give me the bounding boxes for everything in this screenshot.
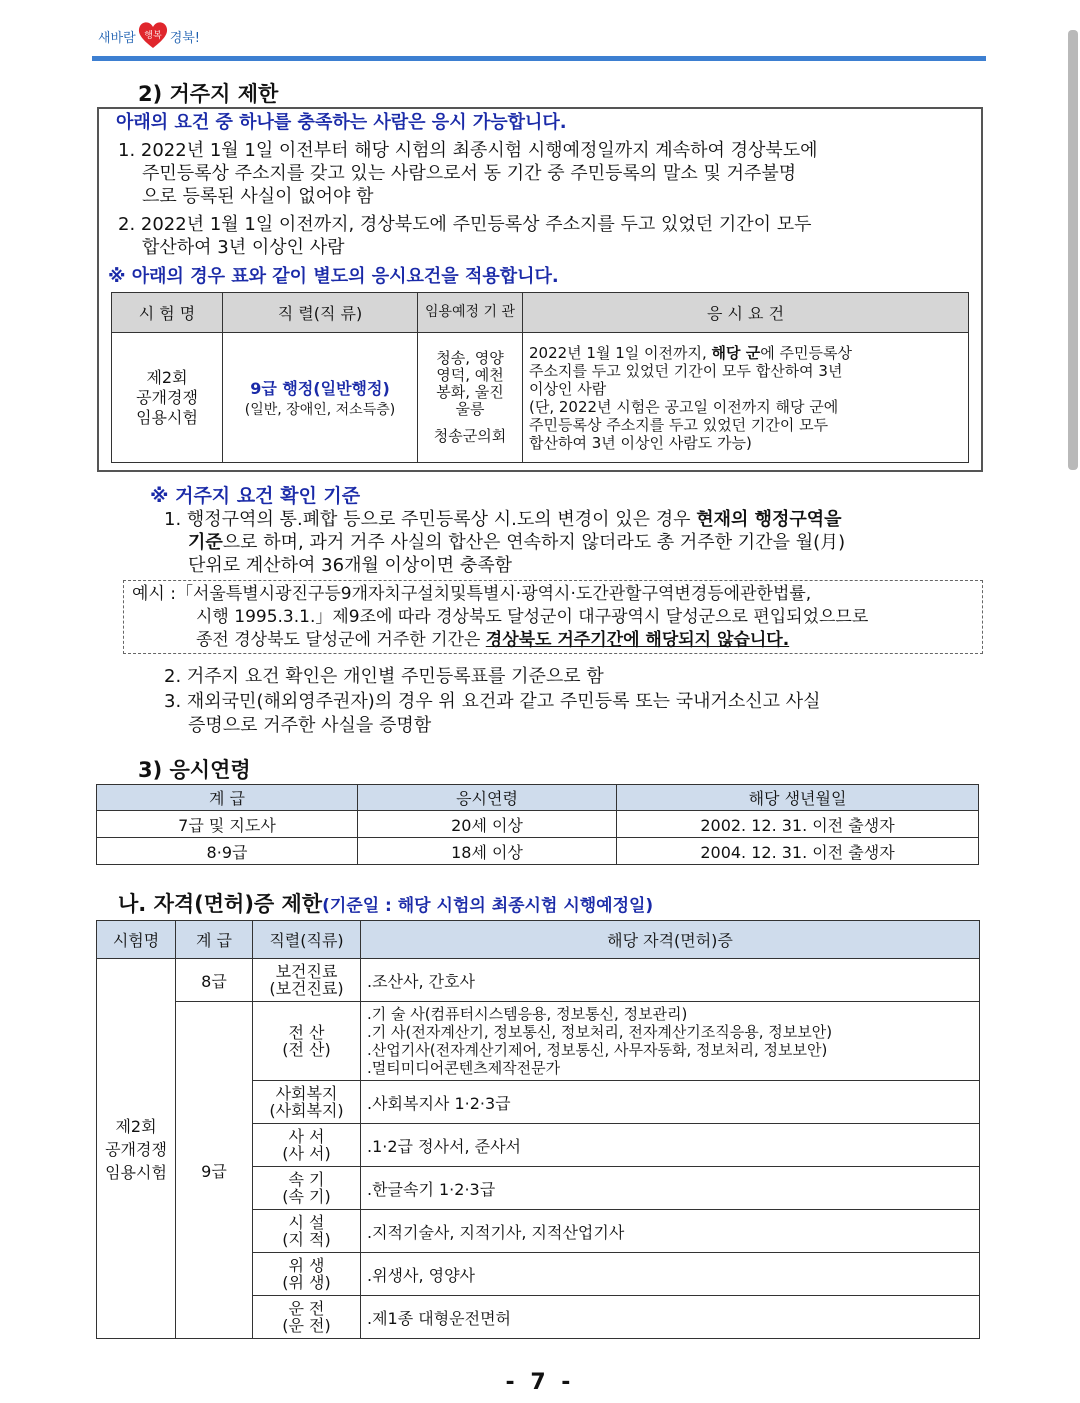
exam-name-cell: 제2회 공개경쟁 임용시험: [112, 333, 223, 463]
age-col-grade: 계 급: [97, 785, 358, 811]
residence-item-1-line-2: 주민등록상 주소지를 갖고 있는 사람으로서 동 기간 중 주민등록의 말소 및 거주불명: [142, 163, 797, 184]
residence-table: [111, 292, 969, 463]
age-col-age: 응시연령: [358, 785, 617, 811]
license-exam-cell: 제2회 공개경쟁 임용시험: [97, 959, 176, 1339]
license-col-exam: 시험명: [97, 921, 176, 959]
position-sub: (일반, 장애인, 저소득층): [244, 402, 396, 418]
example-line-1: 예시 :「서울특별시광진구등9개자치구설치및특별시·광역시·도간관할구역변경등에관한법률,: [132, 584, 812, 604]
table-row: 위 생 (위 생) .위생사, 영양사: [97, 1253, 980, 1296]
logo-text: 새바람 경북!: [98, 31, 201, 46]
grade-9-cell: 9급: [176, 1002, 253, 1339]
position-main: 9급 행정(일반행정): [250, 379, 390, 398]
residence-item-1-line-3: 으로 등록된 사실이 없어야 함: [142, 186, 374, 207]
table-row: 7급 및 지도사 20세 이상 2002. 12. 31. 이전 출생자: [97, 811, 979, 838]
agency-cell: 청송, 영양 영덕, 예천 봉화, 울진 울릉 청송군의회: [418, 333, 523, 463]
table-row: 속 기 (속 기) .한글속기 1·2·3급: [97, 1167, 980, 1210]
agency-extra: 청송군의회: [433, 427, 507, 445]
license-col-position: 직렬(직류): [253, 921, 361, 959]
criteria-item-1-line-1: 1. 행정구역의 통.폐합 등으로 주민등록상 시.도의 변경이 있은 경우 현재의 행정구역을: [164, 509, 842, 530]
residence-intro: 아래의 요건 중 하나를 충족하는 사람은 응시 가능합니다.: [116, 112, 567, 133]
criteria-item-3-line-1: 3. 재외국민(해외영주권자)의 경우 위 요건과 같고 주민등록 또는 국내거소신고 사실: [164, 691, 821, 712]
example-line-2: 시행 1995.3.1.」제9조에 따라 경상북도 달성군이 대구광역시 달성군으로 편입되었으므로: [196, 607, 869, 627]
svg-text:행복: 행복: [144, 31, 162, 41]
license-table: [96, 920, 980, 1339]
scrollbar[interactable]: [1068, 30, 1078, 470]
section-title-license: 나. 자격(면허)증 제한(기준일 : 해당 시험의 최종시험 시행예정일): [118, 892, 654, 916]
position-cell: [223, 333, 418, 463]
residence-item-2-line-2: 합산하여 3년 이상인 사람: [142, 237, 345, 258]
residence-note: ※ 아래의 경우 표와 같이 별도의 응시요건을 적용합니다.: [108, 266, 559, 287]
criteria-item-1-line-2: 기준으로 하며, 과거 거주 사실의 합산은 연속하지 않더라도 총 거주한 기간을 월(月): [188, 532, 846, 553]
col-header-position: 직 렬(직 류): [223, 293, 418, 333]
col-header-agency: 임용예정 기 관: [418, 293, 523, 333]
table-row: 사회복지 (사회복지) .사회복지사 1·2·3급: [97, 1081, 980, 1124]
criteria-title: ※ 거주지 요건 확인 기준: [150, 485, 361, 507]
logo: [92, 18, 222, 54]
grade-8-cell: 8급: [176, 959, 253, 1002]
table-row: 8·9급 18세 이상 2004. 12. 31. 이전 출생자: [97, 838, 979, 865]
col-header-requirement: 응 시 요 건: [523, 293, 969, 333]
heart-icon: [136, 20, 170, 50]
header-rule: [92, 56, 986, 61]
table-row: 사 서 (사 서) .1·2급 정사서, 준사서: [97, 1124, 980, 1167]
section-title-residence: 2) 거주지 제한: [138, 82, 279, 106]
table-row: 운 전 (운 전) .제1종 대형운전면허: [97, 1296, 980, 1339]
license-col-grade: 계 급: [176, 921, 253, 959]
license-col-license: 해당 자격(면허)증: [361, 921, 980, 959]
age-table: [96, 784, 979, 865]
section-title-age: 3) 응시연령: [138, 758, 251, 782]
requirement-cell: 2022년 1월 1일 이전까지, 해당 군에 주민등록상 주소지를 두고 있었던 기간이 모두 합산하여 3년 이상인 사람 (단, 2022년 시험은 공고일 이전까지 해당 군에 주민등록상 주소지를 두고 있었던 기간이 모두 합산하여 3년 이상인 사람도 가능): [523, 333, 969, 463]
criteria-item-2: 2. 거주지 요건 확인은 개인별 주민등록표를 기준으로 함: [164, 666, 604, 687]
example-line-3: 종전 경상북도 달성군에 거주한 기간은 경상북도 거주기간에 해당되지 않습니다.: [196, 630, 790, 650]
page-number: - 7 -: [505, 1370, 575, 1395]
residence-item-1-line-1: 1. 2022년 1월 1일 이전부터 해당 시험의 최종시험 시행예정일까지 계속하여 경상북도에: [118, 140, 818, 161]
criteria-item-1-line-3: 단위로 계산하여 36개월 이상이면 충족함: [188, 555, 512, 576]
table-row: 제2회 공개경쟁 임용시험 8급 보건진료 (보건진료) .조산사, 간호사: [97, 959, 980, 1002]
residence-item-2-line-1: 2. 2022년 1월 1일 이전까지, 경상북도에 주민등록상 주소지를 두고 있었던 기간이 모두: [118, 214, 812, 235]
criteria-item-3-line-2: 증명으로 거주한 사실을 증명함: [188, 715, 432, 736]
table-row: 시 설 (지 적) .지적기술사, 지적기사, 지적산업기사: [97, 1210, 980, 1253]
age-col-birth: 해당 생년월일: [617, 785, 979, 811]
table-row: 9급 전 산 (전 산) .기 술 사(컴퓨터시스템응용, 정보통신, 정보관리) .기 사(전자계산기, 정보통신, 정보처리, 전자계산기조직응용, 정보보안) .산업기사(전자계산기제어, 정보통신, 사무자동화, 정보처리, 정보보안) .멀티미디어콘텐츠제작전문가: [97, 1002, 980, 1081]
col-header-exam: 시 험 명: [112, 293, 223, 333]
